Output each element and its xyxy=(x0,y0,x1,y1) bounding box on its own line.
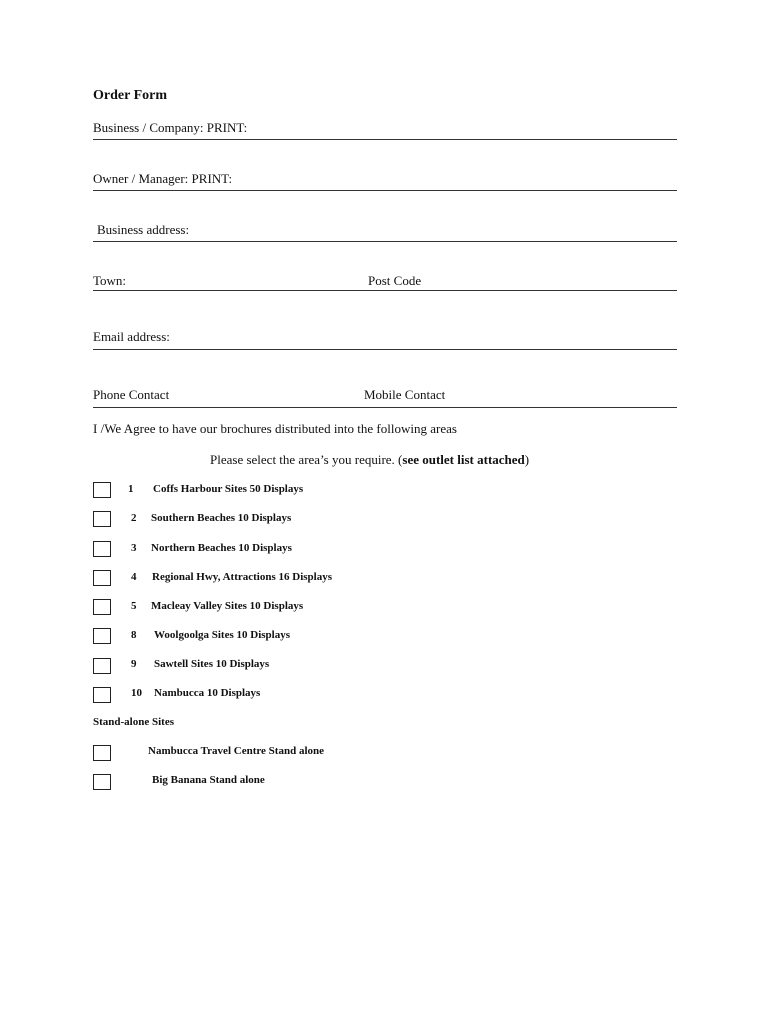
owner-manager-field[interactable] xyxy=(93,190,677,191)
standalone-checkbox-nambucca-travel-centre[interactable] xyxy=(93,745,111,761)
business-address-label: Business address: xyxy=(97,222,190,237)
area-number: 10 xyxy=(131,687,142,699)
standalone-label: Big Banana Stand alone xyxy=(152,774,265,786)
area-checkbox-4[interactable] xyxy=(93,570,111,586)
phone-mobile-field[interactable] xyxy=(93,407,677,408)
post-code-label: Post Code xyxy=(368,273,422,288)
mobile-label: Mobile Contact xyxy=(364,387,446,402)
area-label: Coffs Harbour Sites 50 Displays xyxy=(153,483,304,495)
area-checkbox-3[interactable] xyxy=(93,541,111,557)
standalone-checkbox-big-banana[interactable] xyxy=(93,774,111,790)
area-label: Woolgoolga Sites 10 Displays xyxy=(154,629,290,641)
phone-label: Phone Contact xyxy=(93,387,170,402)
area-checkbox-5[interactable] xyxy=(93,599,111,615)
email-label: Email address: xyxy=(93,329,170,344)
select-prompt-text: Please select the area’s you require. ( xyxy=(210,452,403,467)
outlet-list-note: see outlet list attached xyxy=(402,452,525,467)
area-label: Regional Hwy, Attractions 16 Displays xyxy=(152,571,332,583)
area-checkbox-2[interactable] xyxy=(93,511,111,527)
area-checkbox-8[interactable] xyxy=(93,628,111,644)
area-label: Southern Beaches 10 Displays xyxy=(151,512,292,524)
area-number: 5 xyxy=(131,600,137,612)
area-label: Macleay Valley Sites 10 Displays xyxy=(151,600,304,612)
area-checkbox-9[interactable] xyxy=(93,658,111,674)
select-prompt-end: ) xyxy=(524,452,530,467)
email-field[interactable] xyxy=(93,349,677,350)
area-number: 9 xyxy=(131,658,137,670)
standalone-heading: Stand-alone Sites xyxy=(93,716,174,728)
area-number: 3 xyxy=(131,542,137,554)
town-label: Town: xyxy=(93,273,127,288)
owner-manager-label: Owner / Manager: PRINT: xyxy=(93,171,233,186)
area-number: 2 xyxy=(131,512,137,524)
form-title: Order Form xyxy=(93,88,167,103)
area-label: Northern Beaches 10 Displays xyxy=(151,542,292,554)
area-checkbox-1[interactable] xyxy=(93,482,111,498)
agreement-text: I /We Agree to have our brochures distributed into the following areas xyxy=(93,421,457,436)
town-postcode-field[interactable] xyxy=(93,290,677,291)
area-checkbox-10[interactable] xyxy=(93,687,111,703)
select-prompt xyxy=(210,452,529,468)
business-company-field[interactable] xyxy=(93,139,677,140)
business-company-label: Business / Company: PRINT: xyxy=(93,120,248,135)
area-number: 1 xyxy=(128,483,134,495)
area-number: 4 xyxy=(131,571,137,583)
area-label: Nambucca 10 Displays xyxy=(154,687,261,699)
business-address-field[interactable] xyxy=(93,241,677,242)
area-number: 8 xyxy=(131,629,137,641)
area-label: Sawtell Sites 10 Displays xyxy=(154,658,270,670)
standalone-label: Nambucca Travel Centre Stand alone xyxy=(148,745,324,757)
